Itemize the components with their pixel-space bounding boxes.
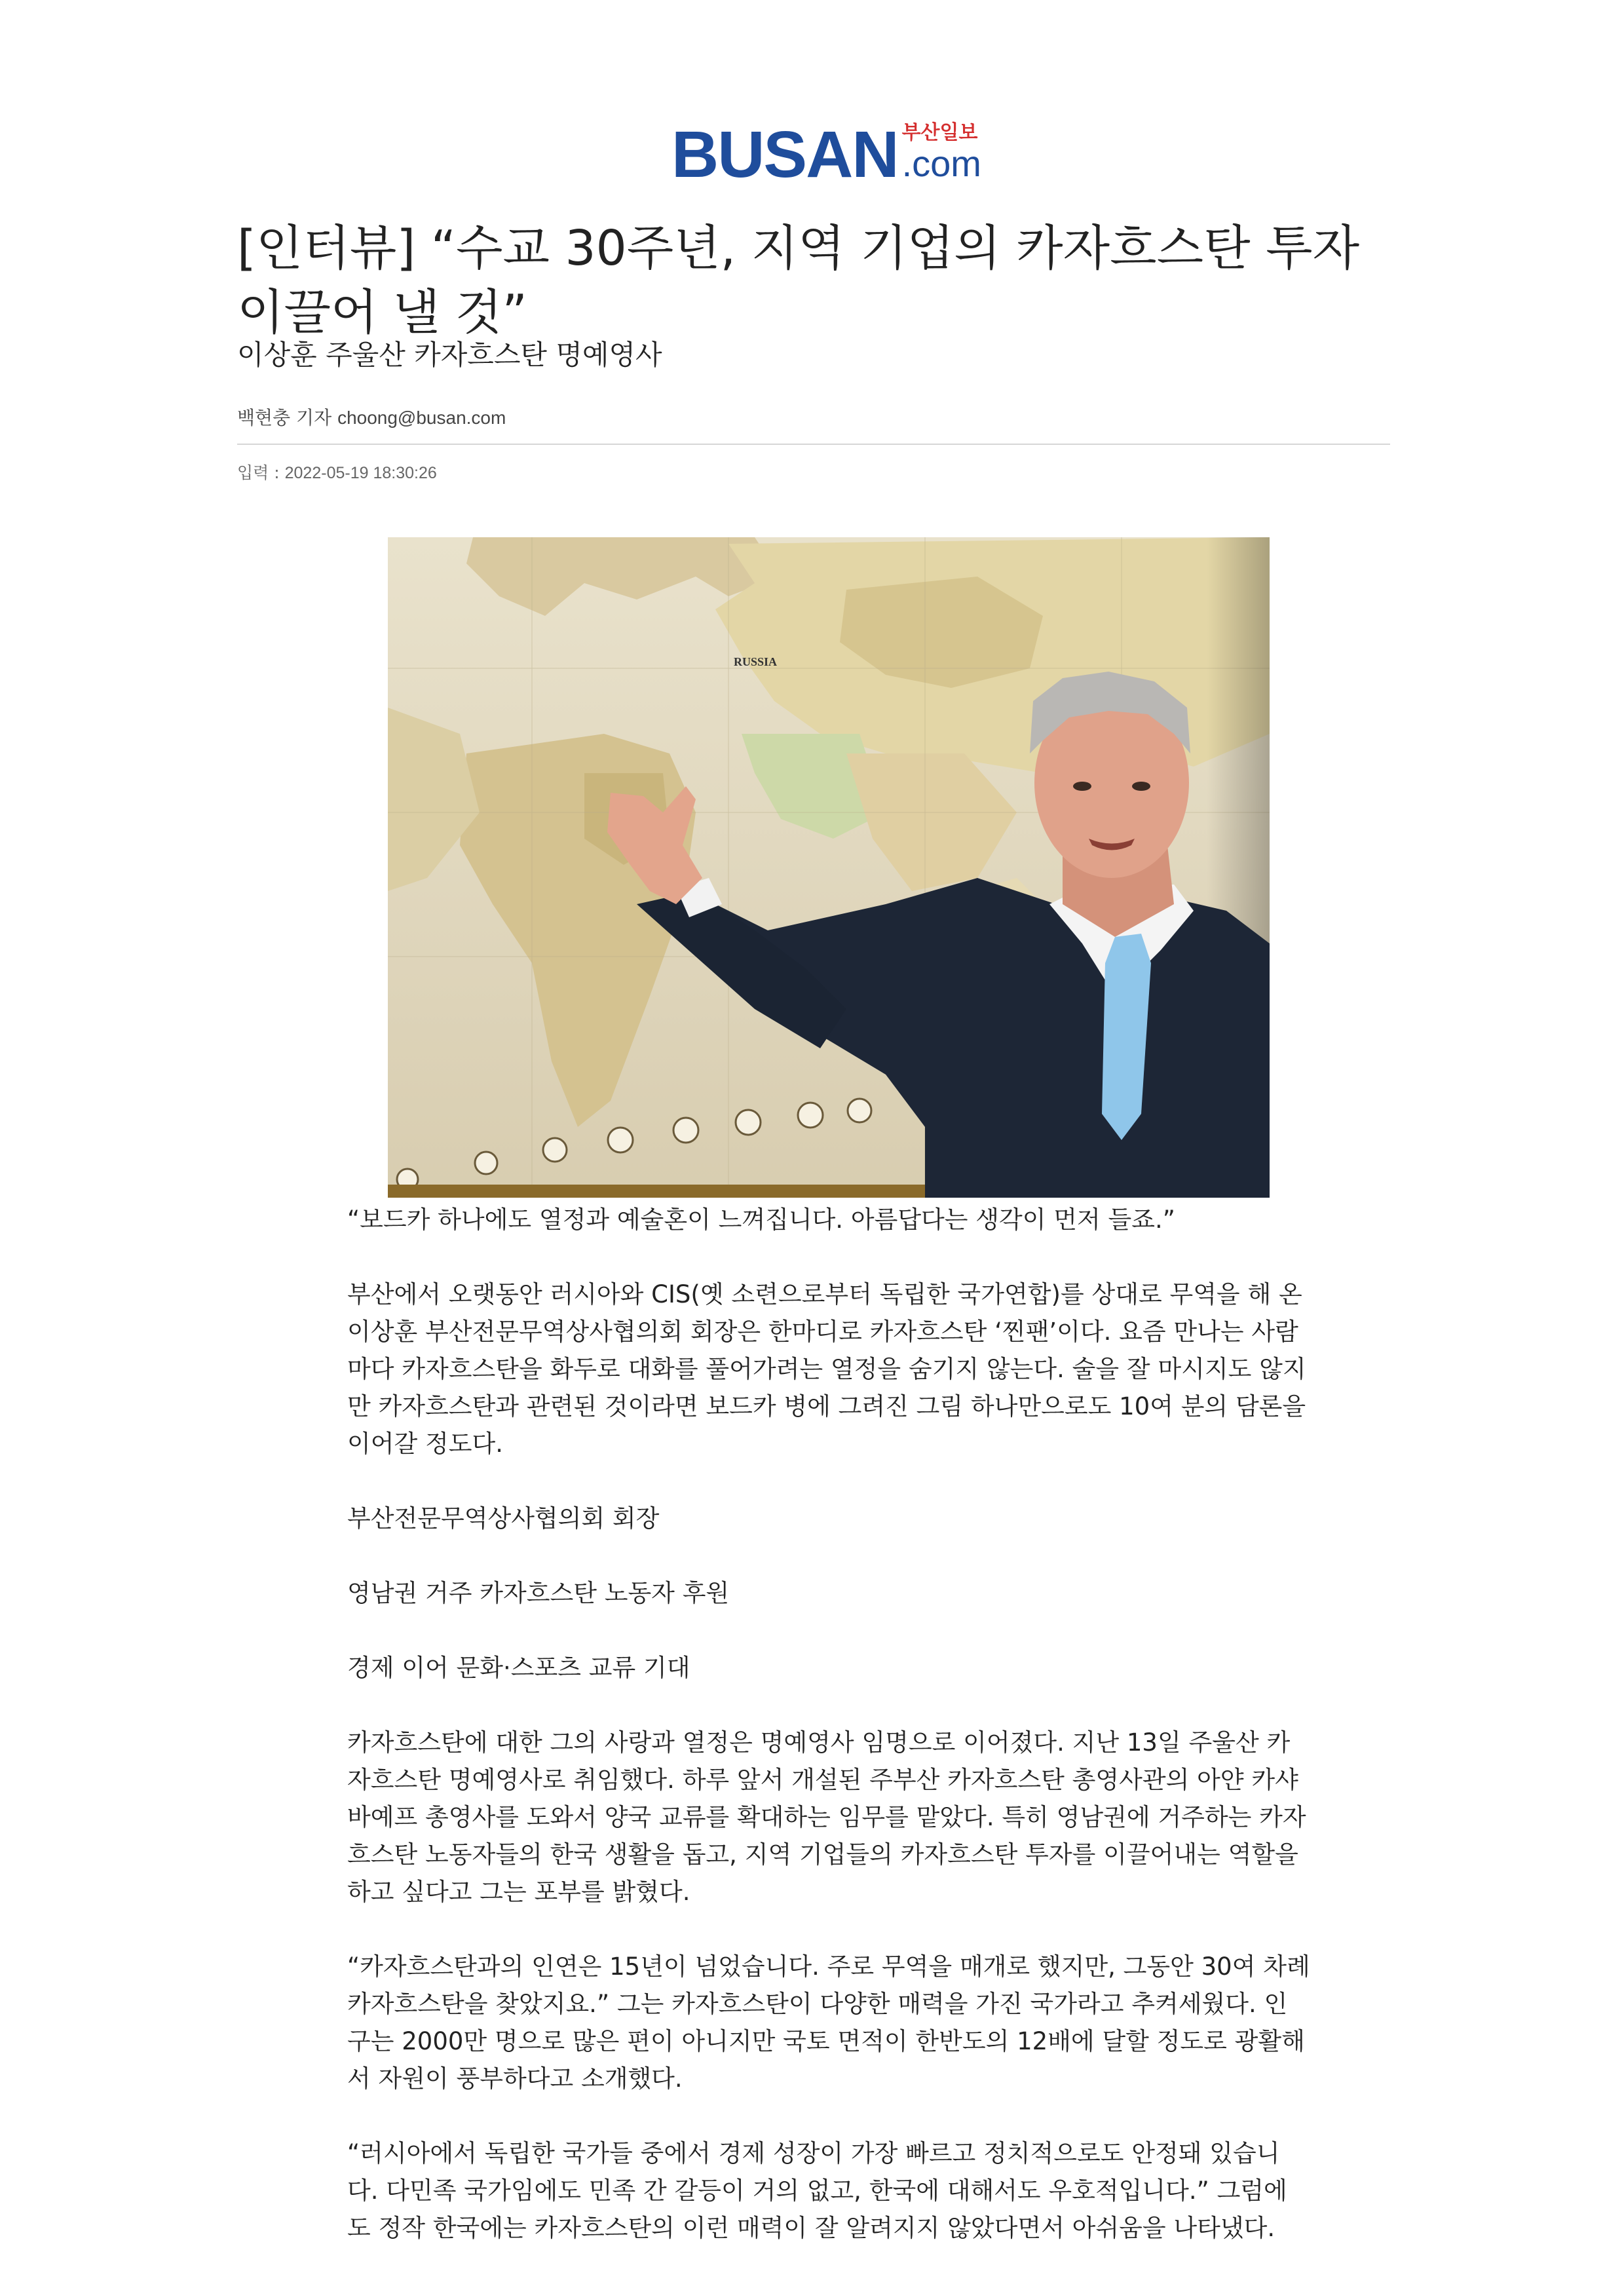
article-paragraph: “카자흐스탄과의 인연은 15년이 넘었습니다. 주로 무역을 매개로 했지만, 그동안 30여 차례 카자흐스탄을 찾았지요.” 그는 카자흐스탄이 다양한 매력을 가진 국가라고 추켜세웠다. 인구는 2000만 명으로 많은 편이 아니지만 국토 면적이 한반도의 12배에 달할 정도로 광활해서 자원이 풍부하다고 소개했다. [347, 1952, 1310, 2093]
byline [237, 405, 506, 431]
article-subheading: 경제 이어 문화·스포츠 교류 기대 [347, 1654, 690, 1682]
divider [237, 444, 1390, 445]
article-subheading: 부산전문무역상사협의회 회장 [347, 1504, 660, 1532]
article-paragraph: 부산에서 오랫동안 러시아와 CIS(옛 소련으로부터 독립한 국가연합)를 상대로 무역을 해 온 이상훈 부산전문무역상사협의회 회장은 한마디로 카자흐스탄 ‘찐팬’이다. 요즘 만나는 사람마다 카자흐스탄을 화두로 대화를 풀어가려는 열정을 숨기지 않는다. 술을 잘 마시지도 않지만 카자흐스탄과 관련된 것이라면 보드카 병에 그려진 그림 하나만으로도 10여 분의 담론을 이어갈 정도다. [347, 1280, 1306, 1458]
site-logo[interactable] [671, 118, 981, 191]
logo-korean-name: 부산일보 [901, 122, 978, 143]
logo-domain: .com [901, 143, 981, 184]
publish-date: 2022-05-19 18:30:26 [284, 464, 437, 482]
dateline-label: 입력 : [237, 463, 280, 482]
article-body [347, 1201, 1310, 2284]
reporter-name: 백현충 기자 [237, 407, 332, 428]
photo-illustration [388, 537, 1270, 1198]
article-photo [388, 537, 1270, 1198]
article-subtitle: 이상훈 주울산 카자흐스탄 명예영사 [237, 339, 662, 371]
dateline [237, 461, 437, 485]
map-label-russia: RUSSIA [734, 655, 778, 668]
reporter-email[interactable]: choong@busan.com [337, 408, 506, 428]
article-paragraph: 카자흐스탄에 대한 그의 사랑과 열정은 명예영사 임명으로 이어졌다. 지난 13일 주울산 카자흐스탄 명예영사로 취임했다. 하루 앞서 개설된 주부산 카자흐스탄 총영사관의 아얀 카샤바예프 총영사를 도와서 양국 교류를 확대하는 임무를 맡았다. 특히 영남권에 거주하는 카자흐스탄 노동자들의 한국 생활을 돕고, 지역 기업들의 카자흐스탄 투자를 이끌어내는 역할을 하고 싶다고 그는 포부를 밝혔다. [347, 1728, 1306, 1906]
article-paragraph: “러시아에서 독립한 국가들 중에서 경제 성장이 가장 빠르고 정치적으로도 안정돼 있습니다. 다민족 국가임에도 민족 간 갈등이 거의 없고, 한국에 대해서도 우호적입니다.” 그럼에도 정작 한국에는 카자흐스탄의 이런 매력이 잘 알려지지 않았다면서 아쉬움을 나타냈다. [347, 2139, 1287, 2242]
article-title: [인터뷰] “수교 30주년, 지역 기업의 카자흐스탄 투자 이끌어 낼 것” [237, 220, 1360, 341]
logo-side [902, 123, 981, 185]
article-subheading: 영남권 거주 카자흐스탄 노동자 후원 [347, 1579, 730, 1607]
logo-wordmark: BUSAN [671, 118, 898, 191]
article-paragraph: “보드카 하나에도 열정과 예술혼이 느껴집니다. 아름답다는 생각이 먼저 들죠.” [347, 1206, 1175, 1234]
